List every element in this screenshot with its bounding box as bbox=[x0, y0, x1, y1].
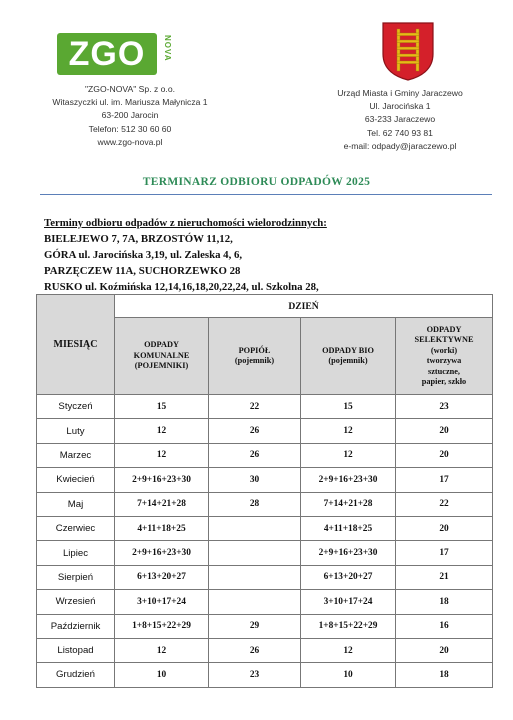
address-heading: Terminy odbioru odpadów z nieruchomości wielorodzinnych: bbox=[44, 217, 327, 229]
month-cell: Grudzień bbox=[37, 663, 115, 687]
address-line: RUSKO ul. Koźmińska 12,14,16,18,20,22,24, ul. Szkolna 28, bbox=[44, 281, 319, 293]
logo-text: ZGO bbox=[68, 35, 146, 73]
month-cell: Listopad bbox=[37, 638, 115, 662]
schedule-cell: 15 bbox=[115, 395, 209, 419]
month-column-header: MIESIĄC bbox=[37, 295, 115, 395]
schedule-cell: 12 bbox=[301, 419, 396, 443]
municipality-phone: Tel. 62 740 93 81 bbox=[367, 127, 433, 138]
company-address: Witaszyczki ul. im. Mariusza Małynicza 1 bbox=[52, 97, 208, 108]
address-line: GÓRA ul. Jarocińska 3,19, ul. Zaleska 4, 6, bbox=[44, 249, 243, 261]
day-group-header: DZIEŃ bbox=[115, 295, 493, 318]
schedule-cell: 4+11+18+25 bbox=[301, 516, 396, 540]
schedule-cell: 28 bbox=[209, 492, 301, 516]
table-row bbox=[37, 590, 493, 614]
municipality-email: e-mail: odpady@jaraczewo.pl bbox=[343, 140, 457, 151]
municipality-postcode: 63-233 Jaraczewo bbox=[364, 114, 436, 125]
document-title: TERMINARZ ODBIORU ODPADÓW 2025 bbox=[142, 176, 371, 188]
column-header-ash: POPIÓŁ (pojemnik) bbox=[209, 318, 301, 395]
schedule-rows bbox=[37, 395, 493, 688]
schedule-cell: 1+8+15+22+29 bbox=[115, 614, 209, 638]
company-phone: Telefon: 512 30 60 60 bbox=[88, 123, 172, 134]
municipal-crest-icon bbox=[380, 20, 436, 82]
schedule-cell: 4+11+18+25 bbox=[115, 516, 209, 540]
logo-subtext: NOVA bbox=[163, 35, 172, 62]
column-header-selective-waste: ODPADY SELEKTYWNE (worki) tworzywa sztuczne, papier, szkło bbox=[396, 318, 493, 395]
schedule-cell: 20 bbox=[396, 516, 493, 540]
schedule-cell: 1+8+15+22+29 bbox=[301, 614, 396, 638]
schedule-cell: 16 bbox=[396, 614, 493, 638]
schedule-cell: 30 bbox=[209, 468, 301, 492]
schedule-cell: 23 bbox=[209, 663, 301, 687]
schedule-cell: 20 bbox=[396, 638, 493, 662]
schedule-cell bbox=[209, 590, 301, 614]
schedule-cell: 6+13+20+27 bbox=[301, 565, 396, 589]
schedule-cell: 20 bbox=[396, 419, 493, 443]
schedule-cell: 12 bbox=[301, 638, 396, 662]
company-name: "ZGO-NOVA" Sp. z o.o. bbox=[85, 84, 175, 94]
schedule-cell: 23 bbox=[396, 395, 493, 419]
municipality-address: Ul. Jarocińska 1 bbox=[369, 101, 431, 112]
schedule-cell bbox=[209, 516, 301, 540]
month-cell: Czerwiec bbox=[37, 516, 115, 540]
schedule-cell: 20 bbox=[396, 443, 493, 467]
schedule-cell: 10 bbox=[301, 663, 396, 687]
table-row bbox=[37, 638, 493, 662]
municipality-name: Urząd Miasta i Gminy Jaraczewo bbox=[337, 88, 463, 98]
table-row bbox=[37, 443, 493, 467]
schedule-cell: 15 bbox=[301, 395, 396, 419]
column-header-municipal-waste: ODPADY KOMUNALNE (POJEMNIKI) bbox=[115, 318, 209, 395]
month-cell: Lipiec bbox=[37, 541, 115, 565]
schedule-cell: 12 bbox=[115, 638, 209, 662]
schedule-cell bbox=[209, 541, 301, 565]
table-row bbox=[37, 492, 493, 516]
table-row bbox=[37, 516, 493, 540]
schedule-cell: 2+9+16+23+30 bbox=[301, 541, 396, 565]
month-cell: Kwiecień bbox=[37, 468, 115, 492]
month-cell: Wrzesień bbox=[37, 590, 115, 614]
table-row bbox=[37, 419, 493, 443]
schedule-cell bbox=[209, 565, 301, 589]
company-website: www.zgo-nova.pl bbox=[97, 136, 163, 147]
month-cell: Styczeń bbox=[37, 395, 115, 419]
schedule-cell: 29 bbox=[209, 614, 301, 638]
schedule-cell: 18 bbox=[396, 590, 493, 614]
schedule-cell: 17 bbox=[396, 541, 493, 565]
company-postcode: 63-200 Jarocin bbox=[101, 110, 159, 121]
table-row bbox=[37, 468, 493, 492]
month-cell: Sierpień bbox=[37, 565, 115, 589]
schedule-cell: 17 bbox=[396, 468, 493, 492]
table-row bbox=[37, 663, 493, 687]
address-line: BIELEJEWO 7, 7A, BRZOSTÓW 11,12, bbox=[44, 233, 233, 245]
schedule-cell: 26 bbox=[209, 638, 301, 662]
schedule-cell: 3+10+17+24 bbox=[301, 590, 396, 614]
month-cell: Luty bbox=[37, 419, 115, 443]
table-row bbox=[37, 614, 493, 638]
address-list bbox=[44, 215, 504, 295]
company-contact-block bbox=[30, 83, 230, 149]
schedule-cell: 26 bbox=[209, 419, 301, 443]
month-cell: Październik bbox=[37, 614, 115, 638]
schedule-cell: 26 bbox=[209, 443, 301, 467]
collection-schedule-table bbox=[36, 294, 493, 688]
zgo-nova-logo bbox=[57, 33, 177, 77]
month-cell: Maj bbox=[37, 492, 115, 516]
table-row bbox=[37, 541, 493, 565]
schedule-cell: 2+9+16+23+30 bbox=[301, 468, 396, 492]
schedule-cell: 22 bbox=[209, 395, 301, 419]
table-row bbox=[37, 565, 493, 589]
schedule-cell: 2+9+16+23+30 bbox=[115, 541, 209, 565]
schedule-cell: 21 bbox=[396, 565, 493, 589]
schedule-cell: 6+13+20+27 bbox=[115, 565, 209, 589]
month-cell: Marzec bbox=[37, 443, 115, 467]
schedule-cell: 2+9+16+23+30 bbox=[115, 468, 209, 492]
schedule-cell: 12 bbox=[115, 419, 209, 443]
address-line: PARZĘCZEW 11A, SUCHORZEWKO 28 bbox=[44, 265, 241, 277]
municipality-contact-block bbox=[300, 87, 500, 153]
table-row bbox=[37, 395, 493, 419]
column-header-bio-waste: ODPADY BIO (pojemnik) bbox=[301, 318, 396, 395]
schedule-cell: 22 bbox=[396, 492, 493, 516]
schedule-cell: 3+10+17+24 bbox=[115, 590, 209, 614]
title-divider bbox=[40, 194, 492, 195]
schedule-cell: 7+14+21+28 bbox=[115, 492, 209, 516]
schedule-cell: 10 bbox=[115, 663, 209, 687]
schedule-cell: 7+14+21+28 bbox=[301, 492, 396, 516]
schedule-cell: 18 bbox=[396, 663, 493, 687]
schedule-cell: 12 bbox=[115, 443, 209, 467]
schedule-cell: 12 bbox=[301, 443, 396, 467]
